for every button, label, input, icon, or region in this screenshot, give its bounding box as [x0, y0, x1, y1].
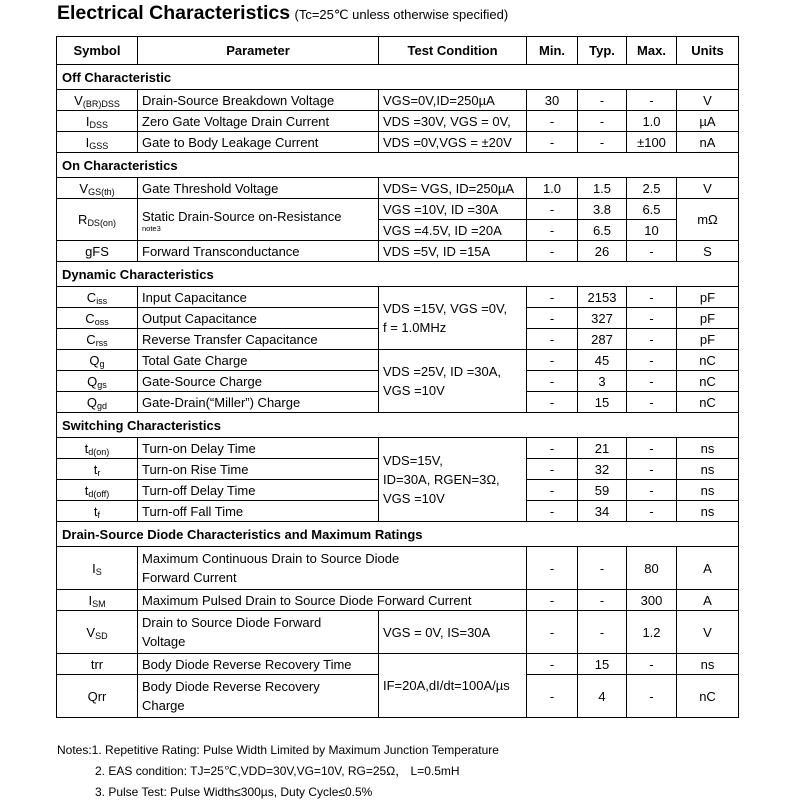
symbol-cell: $t_r$ — [57, 459, 138, 480]
table-row — [57, 132, 739, 153]
typ-cell: - — [578, 547, 627, 590]
min-cell: - — [527, 371, 578, 392]
parameter-cell: Turn-off Fall Time — [138, 501, 379, 522]
parameter-cell: Reverse Transfer Capacitance — [138, 329, 379, 350]
max-cell: 1.2 — [627, 611, 677, 654]
typ-cell: 15 — [578, 392, 627, 413]
symbol-cell: $R_{DS(on)}$ — [57, 199, 138, 241]
table-row — [57, 90, 739, 111]
table-row — [57, 547, 739, 590]
typ-cell: - — [578, 611, 627, 654]
symbol-cell: $t_f$ — [57, 501, 138, 522]
min-cell: 1.0 — [527, 178, 578, 199]
header-max: Max. — [627, 37, 677, 65]
max-cell: - — [627, 350, 677, 371]
symbol-cell: $C_{iss}$ — [57, 287, 138, 308]
symbol-cell: $V_{SD}$ — [57, 611, 138, 654]
parameter-cell: Total Gate Charge — [138, 350, 379, 371]
min-cell: - — [527, 199, 578, 220]
max-cell: - — [627, 438, 677, 459]
condition-cell: VDS =30V, VGS = 0V, — [379, 111, 527, 132]
table-row — [57, 611, 739, 654]
parameter-cell: Static Drain-Source on-Resistance note3 — [138, 199, 379, 241]
max-cell: - — [627, 675, 677, 718]
parameter-cell: Turn-on Rise Time — [138, 459, 379, 480]
unit-cell: ns — [677, 438, 739, 459]
typ-cell: 6.5 — [578, 220, 627, 241]
max-cell: - — [627, 392, 677, 413]
symbol-cell: $t_{d(off)}$ — [57, 480, 138, 501]
symbol-cell: $V_{(BR)DSS}$ — [57, 90, 138, 111]
typ-cell: 59 — [578, 480, 627, 501]
symbol-cell: $Q_{gd}$ — [57, 392, 138, 413]
typ-cell: 21 — [578, 438, 627, 459]
parameter-cell: Gate to Body Leakage Current — [138, 132, 379, 153]
max-cell: 300 — [627, 590, 677, 611]
max-cell: ±100 — [627, 132, 677, 153]
typ-cell: - — [578, 90, 627, 111]
max-cell: - — [627, 90, 677, 111]
condition-cell: VDS =25V, ID =30A, VGS =10V — [379, 350, 527, 413]
table-row — [57, 654, 739, 675]
note-3: 3. Pulse Test: Pulse Width≤300µs, Duty Cycle≤0.5% — [95, 785, 373, 799]
parameter-cell: Body Diode Reverse Recovery Charge — [138, 675, 379, 718]
unit-cell: ns — [677, 501, 739, 522]
table-row — [57, 350, 739, 371]
max-cell: - — [627, 501, 677, 522]
unit-cell: nC — [677, 371, 739, 392]
typ-cell: 32 — [578, 459, 627, 480]
min-cell: - — [527, 438, 578, 459]
condition-cell: VGS = 0V, IS=30A — [379, 611, 527, 654]
parameter-cell: Drain to Source Diode Forward Voltage — [138, 611, 379, 654]
typ-cell: 1.5 — [578, 178, 627, 199]
symbol-cell: $I_S$ — [57, 547, 138, 590]
unit-cell: A — [677, 547, 739, 590]
min-cell: - — [527, 547, 578, 590]
section-off: Off Characteristic — [57, 65, 739, 90]
min-cell: 30 — [527, 90, 578, 111]
parameter-cell: Forward Transconductance — [138, 241, 379, 262]
max-cell: 80 — [627, 547, 677, 590]
header-test-condition: Test Condition — [379, 37, 527, 65]
section-on: On Characteristics — [57, 153, 739, 178]
condition-cell: VDS=15V, ID=30A, RGEN=3Ω, VGS =10V — [379, 438, 527, 522]
typ-cell: 15 — [578, 654, 627, 675]
condition-cell: VGS =4.5V, ID =20A — [379, 220, 527, 241]
symbol-cell: $t_{d(on)}$ — [57, 438, 138, 459]
condition-cell: VDS= VGS, ID=250µA — [379, 178, 527, 199]
max-cell: - — [627, 308, 677, 329]
min-cell: - — [527, 611, 578, 654]
section-dynamic: Dynamic Characteristics — [57, 262, 739, 287]
table-row — [57, 287, 739, 308]
symbol-cell: $C_{oss}$ — [57, 308, 138, 329]
symbol-cell: $I_{SM}$ — [57, 590, 138, 611]
table-row — [57, 590, 739, 611]
max-cell: - — [627, 329, 677, 350]
symbol-cell: $I_{GSS}$ — [57, 132, 138, 153]
unit-cell: S — [677, 241, 739, 262]
min-cell: - — [527, 459, 578, 480]
unit-cell: µA — [677, 111, 739, 132]
unit-cell: V — [677, 90, 739, 111]
symbol-cell: trr — [57, 654, 138, 675]
max-cell: 6.5 — [627, 199, 677, 220]
min-cell: - — [527, 392, 578, 413]
condition-cell: VDS =15V, VGS =0V, f = 1.0MHz — [379, 287, 527, 350]
max-cell: 2.5 — [627, 178, 677, 199]
typ-cell: 3 — [578, 371, 627, 392]
parameter-cell: Input Capacitance — [138, 287, 379, 308]
max-cell: - — [627, 654, 677, 675]
symbol-cell: gFS — [57, 241, 138, 262]
symbol-cell: $Q_g$ — [57, 350, 138, 371]
typ-cell: - — [578, 132, 627, 153]
unit-cell: pF — [677, 287, 739, 308]
unit-cell: ns — [677, 654, 739, 675]
typ-cell: 287 — [578, 329, 627, 350]
parameter-cell: Gate-Drain(“Miller”) Charge — [138, 392, 379, 413]
max-cell: - — [627, 371, 677, 392]
condition-cell: VDS =5V, ID =15A — [379, 241, 527, 262]
max-cell: - — [627, 241, 677, 262]
table-row — [57, 111, 739, 132]
max-cell: 1.0 — [627, 111, 677, 132]
header-parameter: Parameter — [138, 37, 379, 65]
max-cell: - — [627, 459, 677, 480]
section-switching: Switching Characteristics — [57, 413, 739, 438]
table-row — [57, 241, 739, 262]
unit-cell: nC — [677, 675, 739, 718]
electrical-characteristics-table — [56, 36, 739, 718]
unit-cell: V — [677, 178, 739, 199]
condition-cell: VGS=0V,ID=250µA — [379, 90, 527, 111]
parameter-cell: Maximum Continuous Drain to Source Diode Forward Current — [138, 547, 527, 590]
note-2: 2. EAS condition: TJ=25℃,VDD=30V,VG=10V, RG=25Ω， L=0.5mH — [95, 764, 460, 778]
condition-cell: VDS =0V,VGS = ±20V — [379, 132, 527, 153]
min-cell: - — [527, 132, 578, 153]
unit-cell: pF — [677, 329, 739, 350]
typ-cell: 327 — [578, 308, 627, 329]
unit-cell: pF — [677, 308, 739, 329]
note-1: Notes:1. Repetitive Rating: Pulse Width Limited by Maximum Junction Temperature — [57, 743, 499, 757]
symbol-cell: Qrr — [57, 675, 138, 718]
title-main: Electrical Characteristics — [57, 2, 291, 24]
typ-cell: 4 — [578, 675, 627, 718]
typ-cell: 2153 — [578, 287, 627, 308]
condition-cell: IF=20A,dI/dt=100A/µs — [379, 654, 527, 718]
min-cell: - — [527, 590, 578, 611]
min-cell: - — [527, 308, 578, 329]
unit-cell: V — [677, 611, 739, 654]
header-row — [57, 37, 739, 65]
title-condition: (Tc=25℃ unless otherwise specified) — [294, 7, 509, 22]
symbol-cell: $Q_{gs}$ — [57, 371, 138, 392]
page-title — [57, 2, 508, 25]
header-symbol: Symbol — [57, 37, 138, 65]
table-row — [57, 178, 739, 199]
header-units: Units — [677, 37, 739, 65]
unit-cell: nA — [677, 132, 739, 153]
parameter-cell: Gate-Source Charge — [138, 371, 379, 392]
note-ref: note3 — [142, 223, 161, 233]
min-cell: - — [527, 350, 578, 371]
typ-cell: 34 — [578, 501, 627, 522]
symbol-cell: $V_{GS(th)}$ — [57, 178, 138, 199]
table-row — [57, 438, 739, 459]
parameter-cell: Maximum Pulsed Drain to Source Diode Forward Current — [138, 590, 527, 611]
condition-cell: VGS =10V, ID =30A — [379, 199, 527, 220]
typ-cell: - — [578, 111, 627, 132]
typ-cell: 45 — [578, 350, 627, 371]
min-cell: - — [527, 111, 578, 132]
unit-cell: ns — [677, 459, 739, 480]
symbol-cell: $I_{DSS}$ — [57, 111, 138, 132]
unit-cell: nC — [677, 392, 739, 413]
max-cell: 10 — [627, 220, 677, 241]
min-cell: - — [527, 675, 578, 718]
unit-cell: nC — [677, 350, 739, 371]
section-diode: Drain-Source Diode Characteristics and Maximum Ratings — [57, 522, 739, 547]
max-cell: - — [627, 480, 677, 501]
min-cell: - — [527, 654, 578, 675]
parameter-cell: Body Diode Reverse Recovery Time — [138, 654, 379, 675]
parameter-cell: Drain-Source Breakdown Voltage — [138, 90, 379, 111]
parameter-cell: Output Capacitance — [138, 308, 379, 329]
unit-cell: ns — [677, 480, 739, 501]
min-cell: - — [527, 287, 578, 308]
header-typ: Typ. — [578, 37, 627, 65]
parameter-cell: Zero Gate Voltage Drain Current — [138, 111, 379, 132]
min-cell: - — [527, 241, 578, 262]
min-cell: - — [527, 501, 578, 522]
min-cell: - — [527, 480, 578, 501]
parameter-cell: Turn-off Delay Time — [138, 480, 379, 501]
typ-cell: - — [578, 590, 627, 611]
max-cell: - — [627, 287, 677, 308]
unit-cell: A — [677, 590, 739, 611]
typ-cell: 3.8 — [578, 199, 627, 220]
unit-cell: mΩ — [677, 199, 739, 241]
typ-cell: 26 — [578, 241, 627, 262]
header-min: Min. — [527, 37, 578, 65]
symbol-cell: $C_{rss}$ — [57, 329, 138, 350]
min-cell: - — [527, 329, 578, 350]
notes — [57, 740, 499, 803]
parameter-cell: Gate Threshold Voltage — [138, 178, 379, 199]
table-row — [57, 199, 739, 220]
min-cell: - — [527, 220, 578, 241]
parameter-cell: Turn-on Delay Time — [138, 438, 379, 459]
